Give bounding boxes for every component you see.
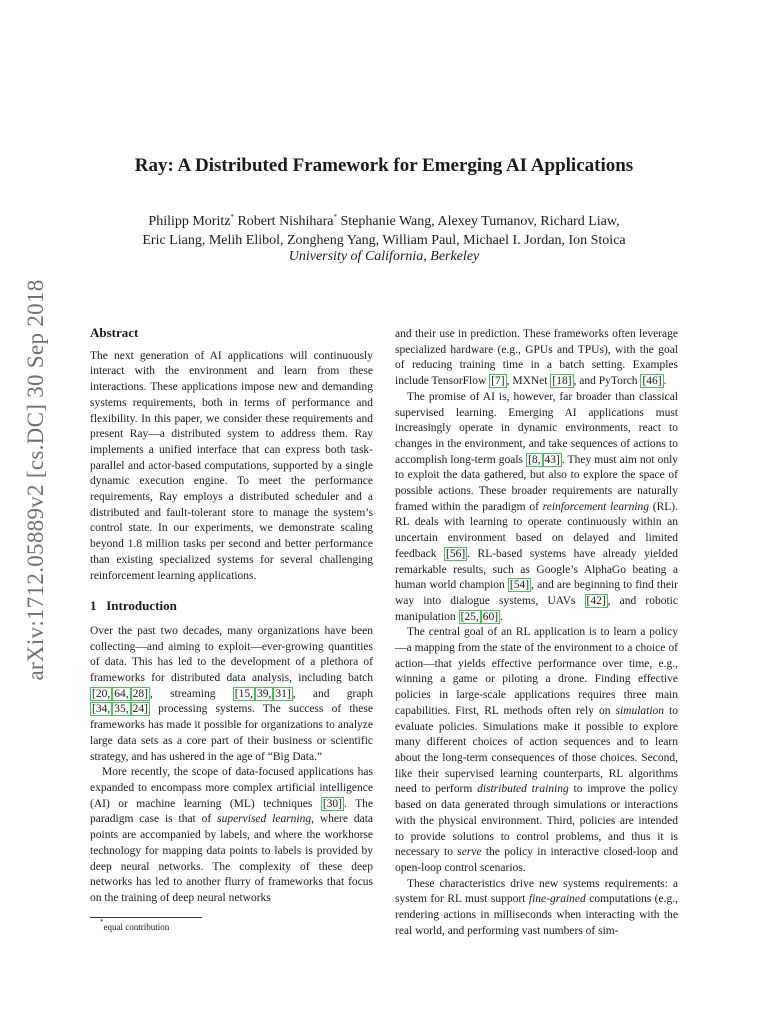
- affiliation: University of California, Berkeley: [288, 249, 480, 264]
- citation-link[interactable]: 35,: [114, 703, 129, 716]
- author-list: [70, 212, 698, 250]
- citation-link[interactable]: [56]: [445, 547, 466, 560]
- citation-link[interactable]: 24]: [132, 703, 148, 716]
- citation-link[interactable]: [54]: [509, 579, 530, 592]
- citation-link[interactable]: [20,: [92, 687, 111, 700]
- footnote: [100, 918, 170, 932]
- author-moritz: Philipp Moritz: [148, 214, 231, 229]
- footnote-mark: *: [100, 918, 104, 926]
- footnote-text: equal contribution: [103, 922, 170, 932]
- intro-paragraph-2: More recently, the scope of data-focused applications has expanded to encompass more complex artificial intelligence (AI) or machine learning (ML) techniques [30] . The paradigm case is that of supervised learning, where data points are accompanied by labels, and where the workhorse technology for mapping data points to labels is provided by deep neural networks. The complexity of these deep networks has led to another flurry of frameworks that focus on the training of deep neural networks: [90, 766, 374, 904]
- citation-link[interactable]: [18]: [552, 375, 572, 388]
- citation-link[interactable]: 31]: [275, 687, 291, 700]
- section-title: Introduction: [106, 598, 177, 614]
- citation-link[interactable]: 64,: [114, 687, 129, 700]
- abstract-body: The next generation of AI applications will continuously interact with the environment and learn from these interactions. These applications impose new and demanding systems requirements, both in terms of performance and flexibility. In this paper, we consider these requirements and present Ray—a distributed system to address them. Ray implements a unified interface that can express both task-parallel and actor-based computations, supported by a single dynamic execution engine. To meet the performance requirements, Ray employs a distributed scheduler and a distributed and fault-tolerant store to manage the system’s control state. In our experiments, we demonstrate scaling beyond 1.8 million tasks per second and better performance than existing specialized systems for several challenging reinforcement learning applications.: [90, 349, 373, 582]
- right-paragraph-3: The central goal of an RL application is to learn a policy—a mapping from the state of the environment to a choice of action—that yields effective performance over time, e.g., winning a game or piloting a drone. Finding effective policies in large-scale applications requires three main capabilities. First, RL methods often rely on simulation to evaluate policies. Simulations make it possible to explore many different choices of action sequences and to learn about the long-term consequences of those choices. Second, like their supervised learning counterparts, RL algorithms need to perform distributed training to improve the policy based on data generated through simulations or interactions with the physical environment. Third, policies are intended to provide solutions to control problems, and thus it is necessary to serve the policy in interactive closed-loop and open-loop control scenarios.: [395, 626, 678, 874]
- author-nishihara: Robert Nishihara: [233, 214, 334, 229]
- author-line-1: [70, 212, 698, 231]
- right-paragraph-4: These characteristics drive new systems requirements: a system for RL must support fine-grained computations (e.g., rendering actions in milliseconds when interacting with the real world, and performing vast numbers of sim-: [395, 877, 678, 937]
- citation-link[interactable]: 39,: [257, 687, 272, 700]
- citation-link[interactable]: [34,: [92, 703, 111, 716]
- right-column: [395, 327, 678, 939]
- paper-title: Ray: A Distributed Framework for Emerging AI Applications: [134, 155, 634, 176]
- abstract-heading: Abstract: [90, 325, 139, 340]
- citation-link[interactable]: [30]: [322, 797, 342, 810]
- citation-link[interactable]: [8,: [528, 453, 541, 466]
- right-paragraph-2: The promise of AI is, however, far broader than classical supervised learning. Emerging AI applications must increasingly operate in dynamic environments, react to changes in the environment, and take sequences of actions to accomplish long-term goals [8, 43] . They must aim not only to exploit the data gathered, but also to explore the space of possible actions. These broader requirements are naturally framed within the paradigm of reinforcement learning (RL). RL deals with learning to operate continuously within an uncertain environment based on delayed and limited feedback [56] . RL-based systems have already yielded remarkable results, such as Google’s AlphaGo beating a human world champion [54] , and are beginning to find their way into dialogue systems, UAVs [42] , and robotic manipulation [25, 60] .: [395, 390, 679, 623]
- arxiv-identifier: arXiv:1712.05889v2 [cs.DC] 30 Sep 2018: [23, 279, 48, 681]
- footnote-rule: [90, 917, 202, 918]
- right-paragraph-1: and their use in prediction. These frameworks often leverage specialized hardware (e.g., GPUs and TPUs), with the goal of reducing training time in a batch setting. Examples include TensorFlow [7] , MXNet [18] , and PyTorch [46] .: [395, 328, 678, 388]
- author-line-1-rest: Stephanie Wang, Alexey Tumanov, Richard Liaw,: [337, 214, 620, 229]
- left-column: [90, 325, 373, 907]
- citation-link[interactable]: [42]: [586, 594, 606, 607]
- citation-link[interactable]: 28]: [132, 687, 148, 700]
- arxiv-sidebar: [16, 265, 56, 695]
- citation-link[interactable]: [25,: [460, 610, 479, 623]
- intro-paragraph-1: Over the past two decades, many organizations have been collecting—and aiming to exploit—ever-growing quantities of data. This has led to the development of a plethora of frameworks for distributed data analysis, including batch [20, 64, 28] , streaming [15, 39, 31] , and graph [34, 35, 24] processing systems. The success of these frameworks has made it possible for organizations to analyze large data sets as a core part of their business or scientific strategy, and has ushered in the age of “Big Data.”: [90, 624, 373, 763]
- citation-link[interactable]: [46]: [642, 375, 662, 388]
- citation-link[interactable]: 43]: [544, 453, 560, 466]
- section-number: 1: [90, 598, 97, 614]
- section-heading-introduction: [90, 598, 373, 614]
- citation-link[interactable]: [7]: [491, 375, 505, 388]
- equal-contribution-mark: *: [230, 213, 234, 221]
- citation-link[interactable]: 60]: [482, 610, 499, 623]
- citation-link[interactable]: [15,: [234, 687, 253, 700]
- equal-contribution-mark: *: [333, 213, 337, 221]
- author-line-2: Eric Liang, Melih Elibol, Zongheng Yang, William Paul, Michael I. Jordan, Ion Stoica: [142, 233, 626, 248]
